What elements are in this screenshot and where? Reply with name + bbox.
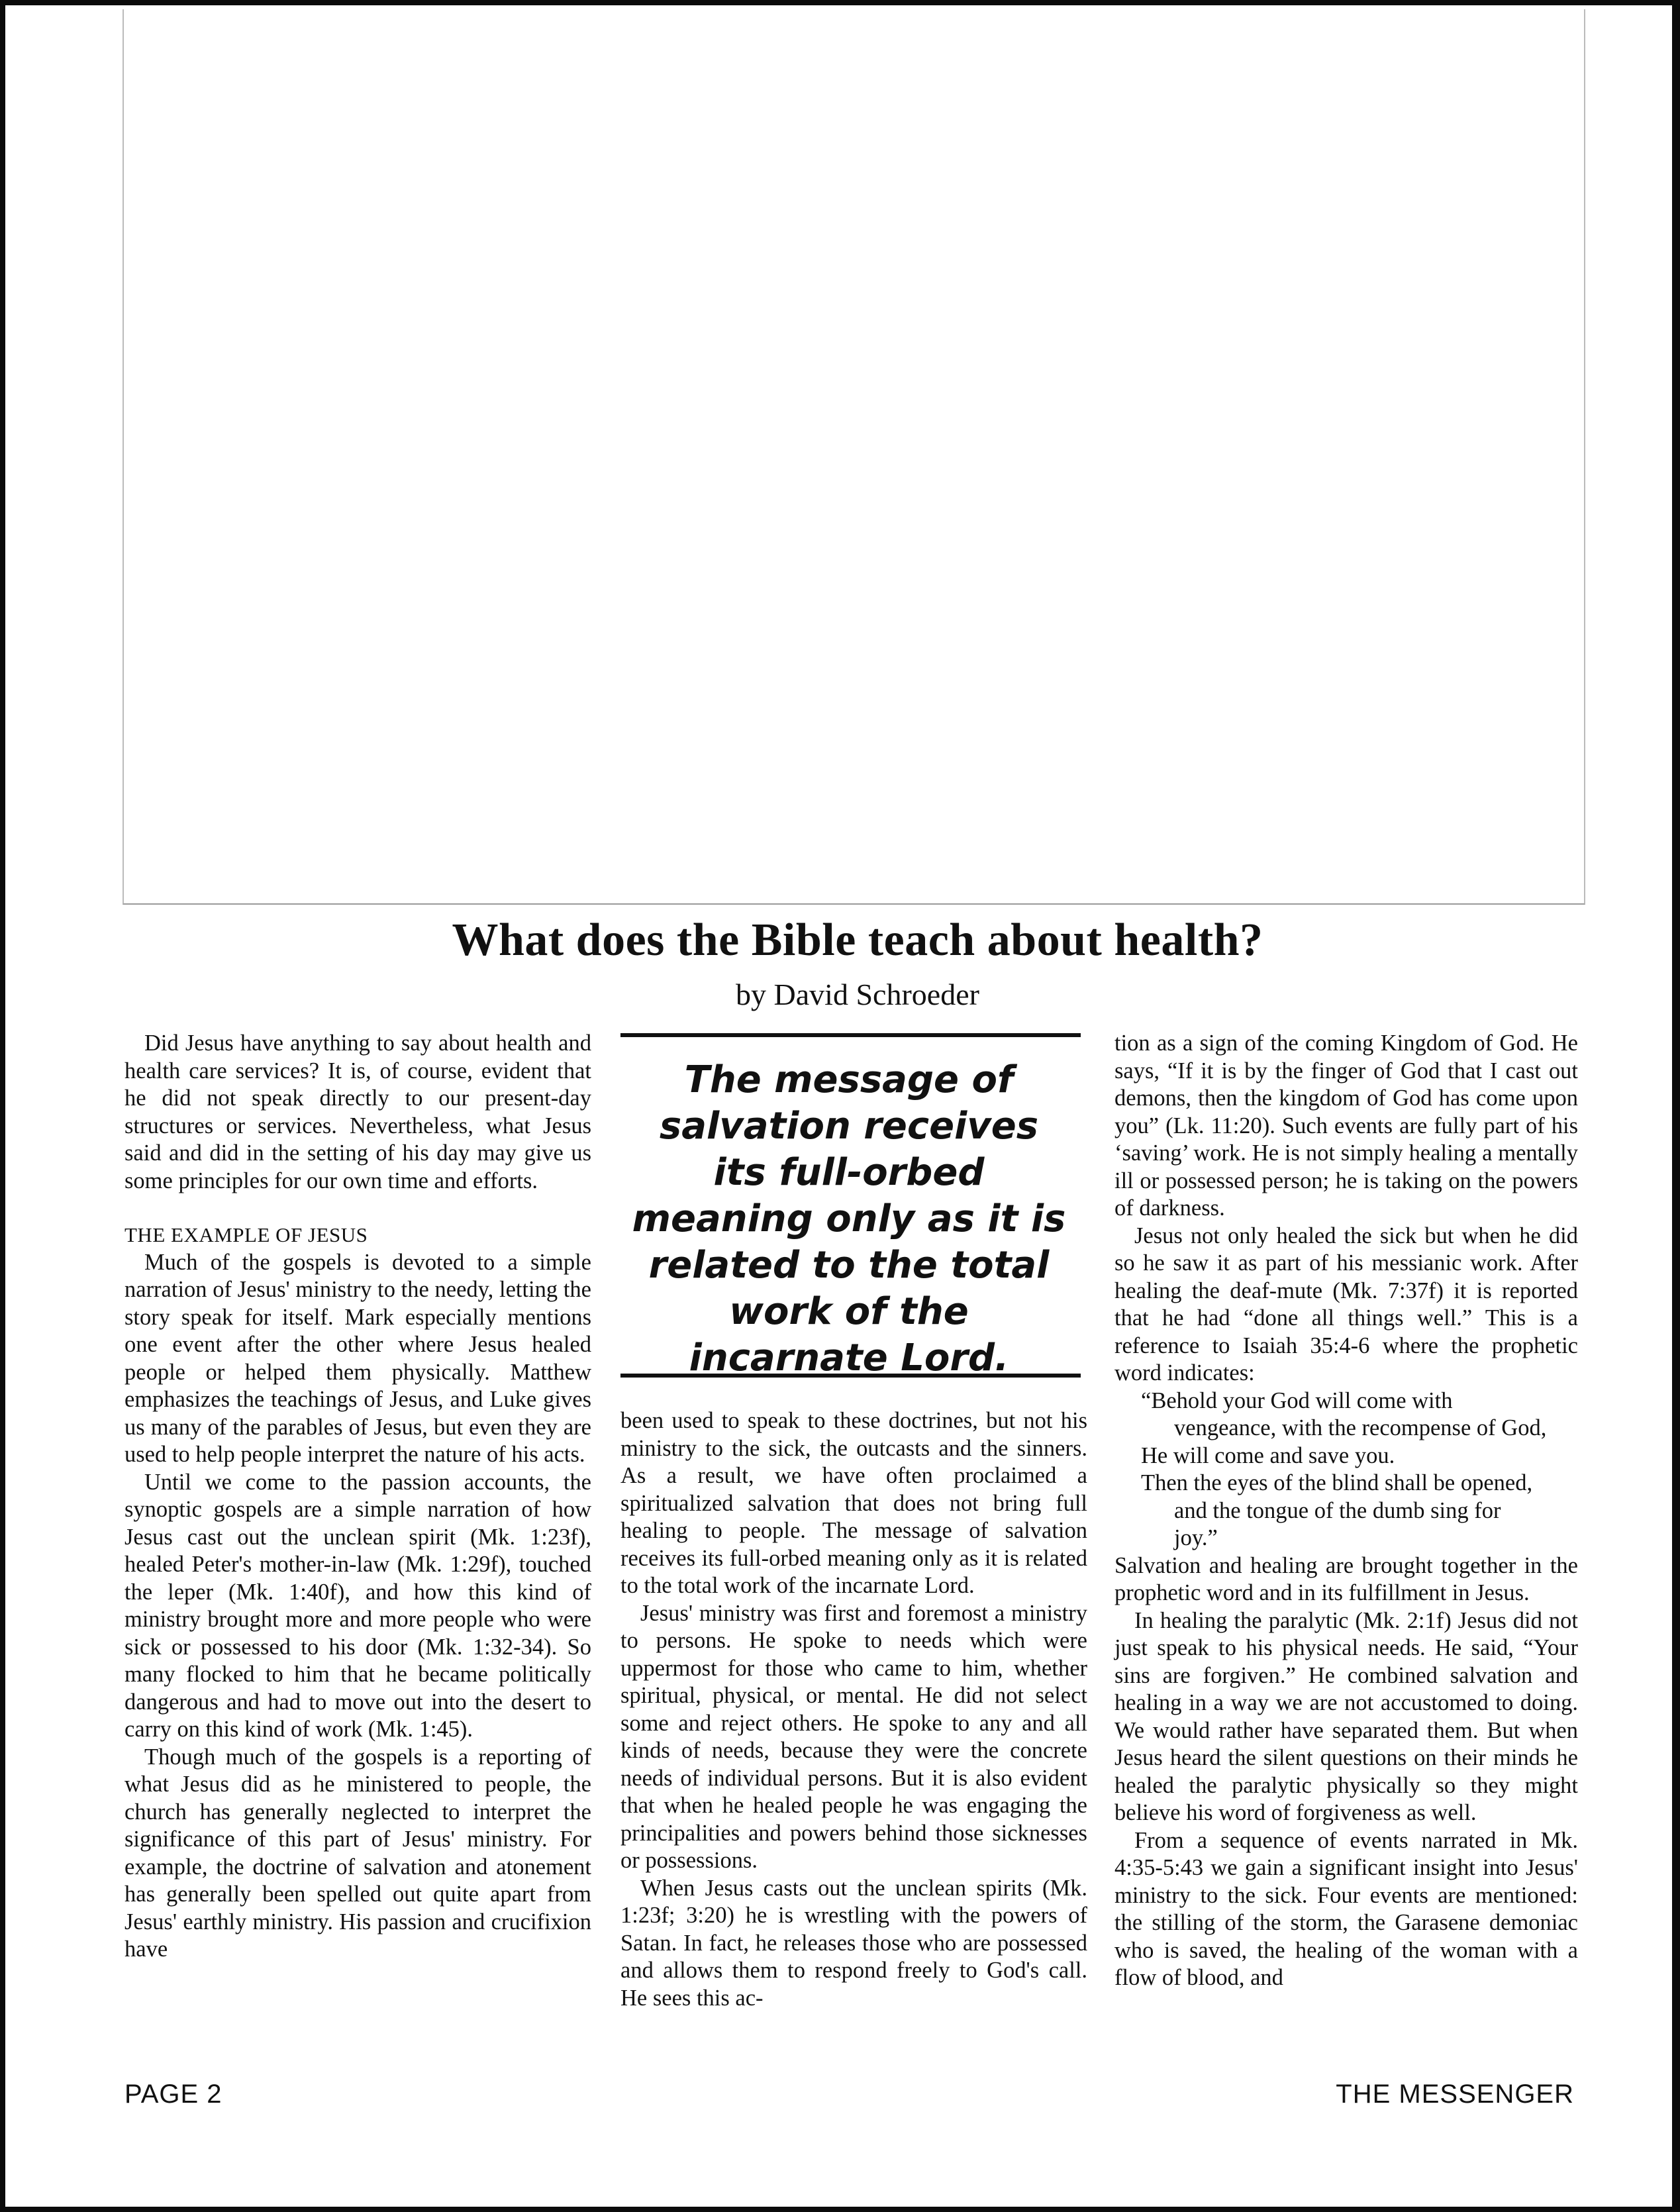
paragraph: Until we come to the passion accounts, the synoptic gospels are a simple narration of how Jesus cast out the unclean spirit (Mk. 1:23f), healed Peter's mother-in-law (Mk. 1:29f), touched the leper (Mk. 1:40f), and how this kind of ministry brought more and more people who were sick or possessed to his door (Mk. 1:32-34). So many flocked to him that he became politically dangerous and had to move out into the desert to carry on this kind of work (Mk. 1:45).: [124, 1469, 591, 1742]
article-byline: by David Schroeder: [736, 978, 979, 1011]
paragraph: Though much of the gospels is a reporting of what Jesus did as he ministered to people, the church has generally neglected to interpret the significance of this part of Jesus' ministry. For example, the doctrine of salvation and atonement has generally been spelled out quite apart from Jesus' earthly ministry. His passion and crucifixion have: [124, 1744, 591, 1962]
verse-line: Then the eyes of the blind shall be opened,: [1141, 1470, 1533, 1495]
paragraph: Did Jesus have anything to say about health and health care services? It is, of course, evident that he did not speak directly to our present-day structures or services. Nevertheless, what Jesus said and did in the setting of his day may give us some principles for our own time and efforts.: [124, 1031, 591, 1193]
paragraph: From a sequence of events narrated in Mk. 4:35-5:43 we gain a significant insight into Jesus' ministry to the sick. Four events are mentioned: the stilling of the storm, the Garasene demoniac who is saved, the healing of the woman with a flow of blood, and: [1114, 1827, 1578, 1990]
paragraph: Much of the gospels is devoted to a simple narration of Jesus' ministry to the needy, letting the story speak for itself. Mark especially mentions one event after the other where Jesus healed people or helped them physically. Matthew emphasizes the teachings of Jesus, and Luke gives us many of the parables of Jesus, but even they are used to help people interpret the nature of his acts.: [124, 1249, 591, 1467]
paragraph: Jesus not only healed the sick but when he did so he saw it as part of his messianic work. After healing the deaf-mute (Mk. 7:37f) it is reported that he had “done all things well.” This is a reference to Isaiah 35:4-6 where the prophetic word indicates:: [1114, 1223, 1578, 1385]
verse-line: joy.”: [1174, 1525, 1218, 1550]
publication-name: THE MESSENGER: [1336, 2080, 1574, 2109]
paragraph: Salvation and healing are brought together in the prophetic word and in its fulfillment in Jesus.: [1114, 1552, 1578, 1605]
paragraph: When Jesus casts out the unclean spirits (Mk. 1:23f; 3:20) he is wrestling with the powers of Satan. In fact, he releases those who are possessed and allows them to respond freely to God's call. He sees this ac-: [620, 1875, 1087, 2011]
photo-placeholder: [123, 9, 1585, 905]
paragraph: Jesus' ministry was first and foremost a ministry to persons. He spoke to needs which were uppermost for those who came to him, whether spiritual, physical, or mental. He did not select some and reject others. He spoke to any and all kinds of needs, because they were the concrete needs of individual persons. But it is also evident that when he healed people he was engaging the principalities and powers behind those sicknesses or possessions.: [620, 1600, 1087, 1873]
section-subhead: THE EXAMPLE OF JESUS: [124, 1223, 368, 1246]
verse-line: and the tongue of the dumb sing for: [1174, 1497, 1501, 1523]
paragraph: In healing the paralytic (Mk. 2:1f) Jesus did not just speak to his physical needs. He said, “Your sins are forgiven.” He combined salvation and healing in a way we are not accustomed to doing. We would rather have separated them. But when Jesus heard the silent questions on their minds he healed the paralytic physically so they might believe his word of forgiveness as well.: [1114, 1607, 1578, 1825]
verse-line: “Behold your God will come with: [1141, 1387, 1453, 1413]
page-number: PAGE 2: [124, 2080, 222, 2109]
article-column-2: [620, 1407, 1087, 2012]
article-column-1: [124, 1030, 591, 1964]
pull-quote-box: [620, 1033, 1081, 1378]
paragraph: been used to speak to these doctrines, but not his ministry to the sick, the outcasts and the sinners. As a result, we have often proclaimed a spiritualized salvation that does not bring full healing to people. The message of salvation receives its full-orbed meaning only as it is related to the total work of the incarnate Lord.: [620, 1408, 1087, 1598]
verse-line: He will come and save you.: [1141, 1442, 1395, 1468]
article-title: What does the Bible teach about health?: [452, 915, 1263, 966]
article-column-3: [1114, 1030, 1578, 1992]
scripture-quote: [1114, 1387, 1578, 1552]
paragraph: tion as a sign of the coming Kingdom of God. He says, “If it is by the finger of God that I cast out demons, then the kingdom of God has come upon you” (Lk. 11:20). Such events are fully part of his ‘saving’ work. He is not simply healing a mentally ill or possessed person; he is taking on the powers of darkness.: [1114, 1031, 1578, 1221]
verse-line: vengeance, with the recompense of God,: [1174, 1415, 1547, 1440]
pull-quote: The message of salvation receives its full-orbed meaning only as it is related to the total work of the incarnate Lord.: [632, 1058, 1066, 1380]
